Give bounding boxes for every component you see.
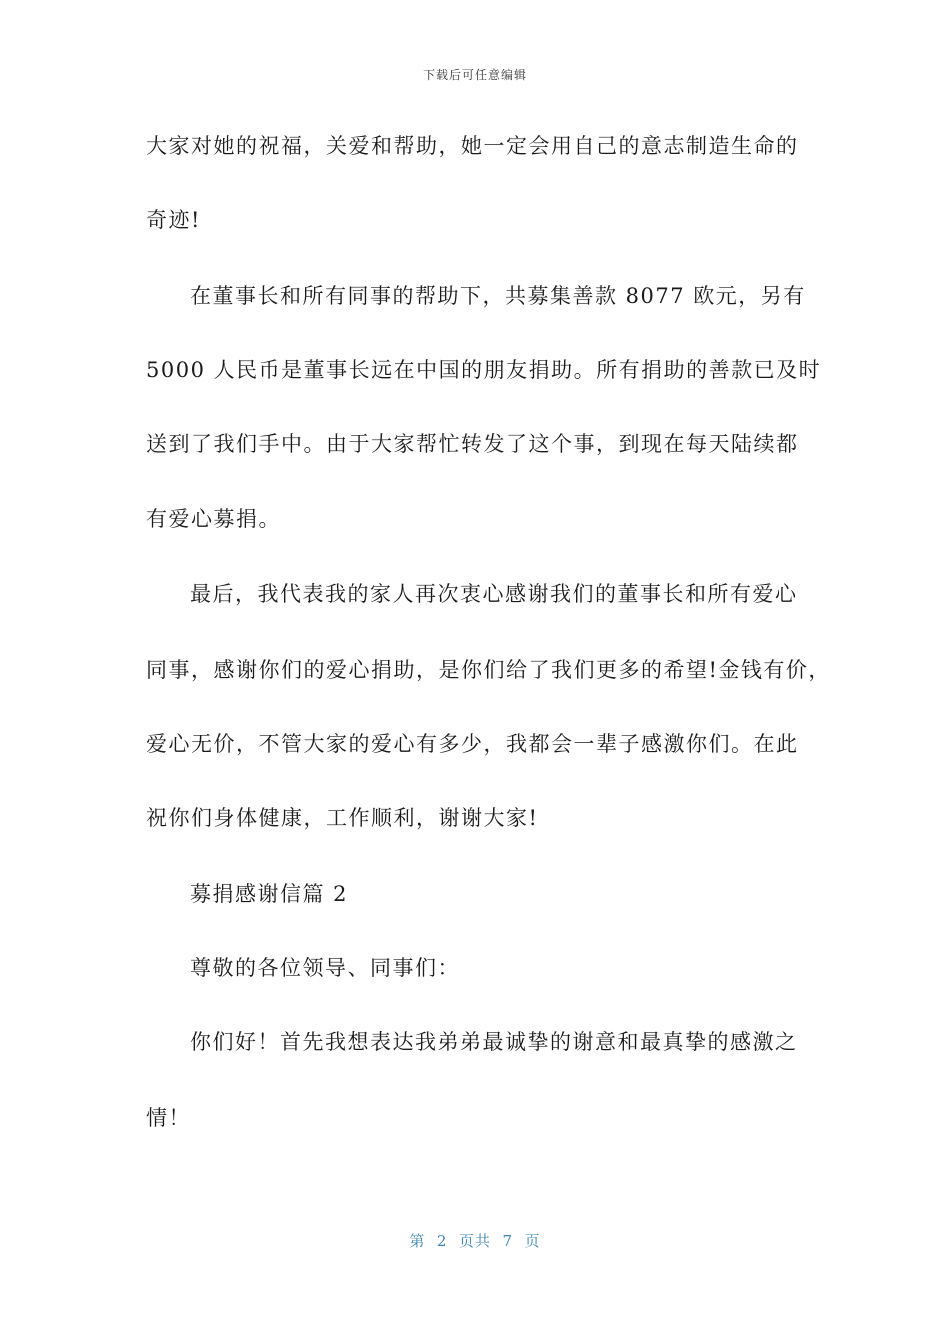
body-line-1: 大家对她的祝福，关爱和帮助，她一定会用自己的意志制造生命的: [146, 134, 799, 158]
body-line-9: 爱心无价，不管大家的爱心有多少，我都会一辈子感激你们。在此: [146, 732, 799, 756]
body-line-14: 情！: [146, 1106, 191, 1130]
body-line-4: 5000 人民币是董事长远在中国的朋友捐助。所有捐助的善款已及时: [146, 358, 822, 382]
body-line-5: 送到了我们手中。由于大家帮忙转发了这个事，到现在每天陆续都: [146, 432, 799, 456]
body-line-13: 你们好！首先我想表达我弟弟最诚挚的谢意和最真挚的感激之: [190, 1030, 798, 1054]
body-line-2: 奇迹!: [146, 208, 201, 232]
header-note: 下载后可任意编辑: [422, 68, 527, 82]
body-line-10: 祝你们身体健康，工作顺利，谢谢大家!: [146, 806, 539, 830]
section-heading: 募捐感谢信篇 2: [190, 882, 349, 906]
body-line-7: 最后，我代表我的家人再次衷心感谢我们的董事长和所有爱心: [190, 582, 798, 606]
salutation: 尊敬的各位领导、同事们：: [190, 956, 460, 980]
body-line-6: 有爱心募捐。: [146, 507, 281, 531]
body-line-8: 同事，感谢你们的爱心捐助，是你们给了我们更多的希望!金钱有价，: [146, 658, 831, 682]
body-line-3: 在董事长和所有同事的帮助下，共募集善款 8077 欧元，另有: [190, 284, 806, 308]
page-number-footer: 第 2 页共 7 页: [409, 1232, 541, 1250]
